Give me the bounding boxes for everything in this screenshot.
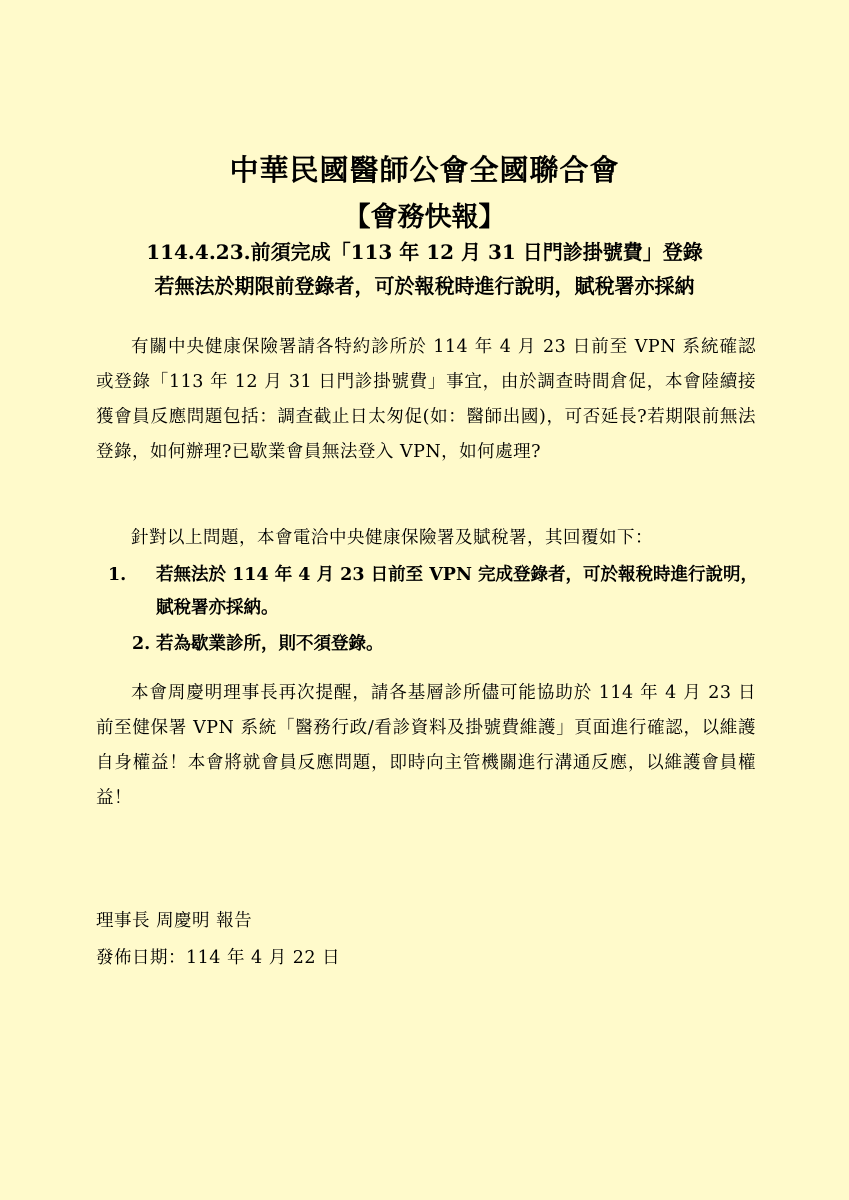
release-date: 發佈日期：114 年 4 月 22 日	[96, 948, 341, 968]
headline-line-2: 若無法於期限前登錄者，可於報稅時進行說明，賦稅署亦採納	[154, 274, 695, 298]
list-item-text: 若為歇業診所，則不須登錄。	[156, 634, 384, 654]
body-paragraph-1: 有關中央健康保險署請各特約診所於 114 年 4 月 23 日前至 VPN 系統確認或登錄「113 年 12 月 31 日門診掛號費」事宜，由於調查時間倉促，本會陸續接獲會員反應問題包括：調查截止日太匆促(如：醫師出國)，可否延長?若期限前無法登錄，如何辦理?已歇業會員無法登入 VPN，如何處理?	[96, 337, 756, 462]
list-item-number: 2.	[132, 634, 151, 654]
list-item-number: 1.	[108, 565, 127, 585]
list-item-1	[108, 559, 762, 625]
organization-title: 中華民國醫師公會全國聯合會	[229, 153, 620, 187]
signature-line: 理事長 周慶明 報告	[96, 911, 253, 931]
bulletin-label: 【會務快報】	[343, 202, 506, 233]
list-item-2	[132, 628, 762, 661]
list-item-text: 若無法於 114 年 4 月 23 日前至 VPN 完成登錄者，可於報稅時進行說明，賦稅署亦採納。	[156, 565, 759, 618]
headline-line-1: 114.4.23.前須完成「113 年 12 月 31 日門診掛號費」登錄	[146, 240, 703, 264]
body-paragraph-3: 本會周慶明理事長再次提醒，請各基層診所儘可能協助於 114 年 4 月 23 日前至健保署 VPN 系統「醫務行政/看診資料及掛號費維護」頁面進行確認，以維護自身權益！本會將就會員反應問題，即時向主管機關進行溝通反應，以維護會員權益！	[96, 683, 756, 808]
body-paragraph-2: 針對以上問題，本會電洽中央健康保險署及賦稅署，其回覆如下：	[131, 528, 653, 548]
